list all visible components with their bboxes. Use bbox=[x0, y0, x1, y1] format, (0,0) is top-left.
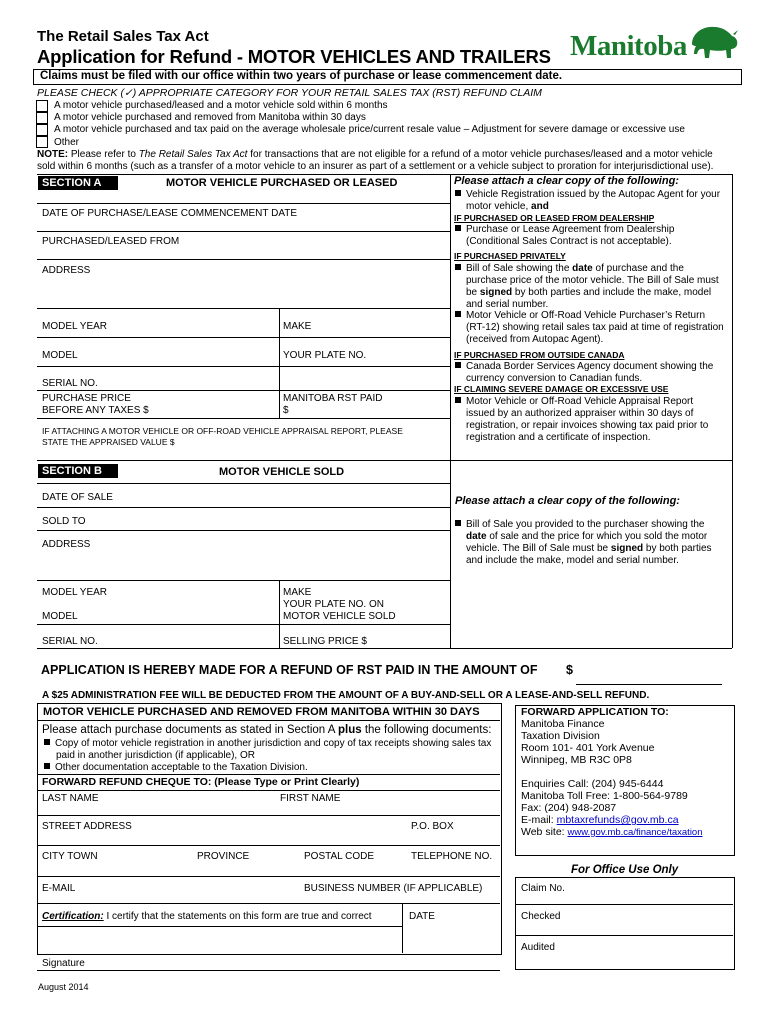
reg-bullet-line-2: motor vehicle, and bbox=[466, 201, 549, 212]
section-a-model-year-label: MODEL YEAR bbox=[42, 321, 108, 332]
section-b-make-label: MAKE bbox=[283, 587, 312, 598]
section-a-model-label: MODEL bbox=[42, 350, 78, 361]
note-pre: Please refer to bbox=[70, 149, 139, 160]
section-b-plate-label-1: YOUR PLATE NO. ON bbox=[283, 599, 384, 610]
forward-line-3: Room 101- 401 York Avenue bbox=[521, 742, 655, 754]
appraisal-line-1: IF ATTACHING A MOTOR VEHICLE OR OFF-ROAD VEHICLE APPRAISAL REPORT, PLEASE bbox=[42, 426, 403, 436]
bos-bullet: Bill of Sale showing the date of purchase and the bbox=[455, 263, 684, 275]
section-a-from-label: PURCHASED/LEASED FROM bbox=[42, 236, 180, 247]
section-b-title: MOTOR VEHICLE SOLD bbox=[219, 466, 345, 478]
category-option-2: A motor vehicle purchased and removed from Manitoba within 30 days bbox=[54, 112, 366, 123]
admin-fee-notice: A $25 ADMINISTRATION FEE WILL BE DEDUCTED FROM THE AMOUNT OF A BUY-AND-SELL OR A LEASE-AND-SELL REFUND. bbox=[42, 690, 650, 701]
section-b-bos-line-3: vehicle. The Bill of Sale must be signed by both parties bbox=[466, 543, 712, 554]
section-b-sold-to-label: SOLD TO bbox=[42, 516, 86, 527]
note-line-2: sold within 6 months (such as a transfer of a motor vehicle to an insurer as part of a settlement or a vehicle subject to proration for interjurisdictional use). bbox=[37, 161, 714, 172]
section-b-address-label: ADDRESS bbox=[42, 539, 91, 550]
audited-label: Audited bbox=[521, 942, 555, 953]
last-name-label: LAST NAME bbox=[42, 793, 99, 804]
appraisal-report-line-3: registration, or repair invoices showing tax paid prior to bbox=[466, 420, 709, 431]
section-a-date-label: DATE OF PURCHASE/LEASE COMMENCEMENT DATE bbox=[42, 208, 298, 219]
removed-bullet-2: Other documentation acceptable to the Taxation Division. bbox=[44, 762, 308, 774]
section-b-attach-title: Please attach a clear copy of the following: bbox=[455, 495, 680, 507]
forward-line-1: Manitoba Finance bbox=[521, 718, 605, 730]
appraisal-report-line-2: issued by an authorized appraiser within 30 days of bbox=[466, 408, 694, 419]
fax: Fax: (204) 948-2087 bbox=[521, 802, 617, 814]
claim-no-label: Claim No. bbox=[521, 883, 565, 894]
private-heading: IF PURCHASED PRIVATELY bbox=[454, 251, 566, 261]
cbsa-bullet: Canada Border Services Agency document showing the bbox=[455, 361, 713, 373]
category-checkbox-2[interactable] bbox=[36, 112, 48, 124]
dealer-bullet-line-2: (Conditional Sales Contract is not acceptable). bbox=[466, 236, 672, 247]
note-line-1 bbox=[37, 149, 713, 160]
section-a-address-label: ADDRESS bbox=[42, 265, 91, 276]
cheque-title: FORWARD REFUND CHEQUE TO: (Please Type or Print Clearly) bbox=[42, 776, 360, 788]
application-statement: APPLICATION IS HEREBY MADE FOR A REFUND OF RST PAID IN THE AMOUNT OF bbox=[41, 663, 538, 677]
dealer-heading: IF PURCHASED OR LEASED FROM DEALERSHIP bbox=[454, 213, 655, 223]
forward-title: FORWARD APPLICATION TO: bbox=[521, 706, 669, 718]
section-b-model-year-label: MODEL YEAR bbox=[42, 587, 108, 598]
section-b-bos-line-2: date of sale and the price for which you sold the motor bbox=[466, 531, 708, 542]
bos-line-3: be signed by both parties and include the make, model bbox=[466, 287, 712, 298]
cbsa-line-2: currency conversion to Canadian funds. bbox=[466, 373, 643, 384]
bison-icon bbox=[688, 22, 740, 62]
postal-code-label: POSTAL CODE bbox=[304, 851, 375, 862]
business-number-label: BUSINESS NUMBER (IF APPLICABLE) bbox=[304, 883, 483, 894]
section-b-date-label: DATE OF SALE bbox=[42, 492, 113, 503]
manitoba-logo bbox=[570, 22, 740, 68]
email-label: E-MAIL bbox=[42, 883, 76, 894]
category-instruction: PLEASE CHECK (✓) APPROPRIATE CATEGORY FOR YOUR RETAIL SALES TAX (RST) REFUND CLAIM bbox=[37, 87, 542, 99]
email-contact: E-mail: mbtaxrefunds@gov.mb.ca bbox=[521, 814, 679, 826]
section-b-price-label: SELLING PRICE $ bbox=[283, 636, 367, 647]
removed-title: MOTOR VEHICLE PURCHASED AND REMOVED FROM MANITOBA WITHIN 30 DAYS bbox=[43, 706, 480, 718]
category-option-3: A motor vehicle purchased and tax paid on the average wholesale price/current resale value – Adjustment for severe damage or excessive use bbox=[54, 124, 685, 135]
category-checkbox-4[interactable] bbox=[36, 136, 48, 148]
forward-line-4: Winnipeg, MB R3C 0P8 bbox=[521, 754, 632, 766]
rt-bullet: Motor Vehicle or Off-Road Vehicle Purchaser’s Return bbox=[455, 310, 705, 322]
email-link[interactable]: mbtaxrefunds@gov.mb.ca bbox=[556, 814, 679, 826]
damage-heading: IF CLAIMING SEVERE DAMAGE OR EXCESSIVE USE bbox=[454, 384, 669, 394]
po-box-label: P.O. BOX bbox=[411, 821, 454, 832]
city-label: CITY TOWN bbox=[42, 851, 98, 862]
section-b-tag: SECTION B bbox=[38, 464, 118, 478]
footer-date: August 2014 bbox=[38, 982, 89, 992]
section-a-price-label-2: BEFORE ANY TAXES $ bbox=[42, 405, 149, 416]
section-a-plate-label: YOUR PLATE NO. bbox=[283, 350, 367, 361]
certification: Certification: I certify that the statements on this form are true and correct bbox=[42, 911, 372, 922]
first-name-label: FIRST NAME bbox=[280, 793, 341, 804]
province-label: PROVINCE bbox=[197, 851, 250, 862]
category-checkbox-1[interactable] bbox=[36, 100, 48, 112]
category-option-4: Other bbox=[54, 137, 80, 148]
logo-text: Manitoba bbox=[570, 30, 687, 62]
removed-intro: Please attach purchase documents as stated in Section A plus the following documents: bbox=[42, 724, 492, 736]
section-b-plate-label-2: MOTOR VEHICLE SOLD bbox=[283, 611, 396, 622]
street-address-label: STREET ADDRESS bbox=[42, 821, 132, 832]
reg-bullet: Vehicle Registration issued by the Autopac Agent for your bbox=[455, 189, 720, 201]
date-label: DATE bbox=[409, 911, 435, 922]
office-use-title: For Office Use Only bbox=[571, 864, 679, 876]
section-b-model-label: MODEL bbox=[42, 611, 78, 622]
note-label: NOTE: bbox=[37, 149, 69, 160]
act-title: The Retail Sales Tax Act bbox=[37, 28, 209, 45]
section-a-tag: SECTION A bbox=[38, 176, 118, 190]
form-title: Application for Refund - MOTOR VEHICLES AND TRAILERS bbox=[37, 46, 551, 67]
category-option-1: A motor vehicle purchased/leased and a motor vehicle sold within 6 months bbox=[54, 100, 388, 111]
appraisal-bullet: Motor Vehicle or Off-Road Vehicle Appraisal Report bbox=[455, 396, 693, 408]
section-a-rst-label-2: $ bbox=[283, 405, 289, 416]
section-b-bos-line-4: and include the make, model and serial number. bbox=[466, 555, 679, 566]
website-link[interactable]: www.gov.mb.ca/finance/taxation bbox=[567, 827, 703, 838]
section-b-serial-label: SERIAL NO. bbox=[42, 636, 98, 647]
signature-line[interactable] bbox=[37, 970, 500, 971]
checked-label: Checked bbox=[521, 911, 561, 922]
section-a-price-label-1: PURCHASE PRICE bbox=[42, 393, 131, 404]
telephone-label: TELEPHONE NO. bbox=[411, 851, 493, 862]
removed-bullet-1: Copy of motor vehicle registration in another jurisdiction and copy of tax receipts showing sales tax bbox=[44, 738, 491, 750]
category-checkbox-3[interactable] bbox=[36, 124, 48, 136]
outside-heading: IF PURCHASED FROM OUTSIDE CANADA bbox=[454, 350, 625, 360]
section-a-make-label: MAKE bbox=[283, 321, 312, 332]
removed-bullet-1-line-2: paid in another jurisdiction (if applicable), OR bbox=[56, 750, 255, 761]
appraisal-report-line-4: registration and a certificate of inspection. bbox=[466, 432, 651, 443]
signature-label: Signature bbox=[42, 958, 85, 969]
note-post: for transactions that are not eligible for a refund of a motor vehicle purchases/leased and a motor vehicle bbox=[247, 149, 713, 160]
section-a-title: MOTOR VEHICLE PURCHASED OR LEASED bbox=[166, 177, 398, 189]
rt-line-3: (received from Autopac Agent). bbox=[466, 334, 604, 345]
forward-line-2: Taxation Division bbox=[521, 730, 600, 742]
section-a-attach-title: Please attach a clear copy of the following: bbox=[454, 175, 679, 187]
claims-banner: Claims must be filed with our office within two years of purchase or lease commencement date. bbox=[40, 70, 563, 82]
refund-amount-line[interactable] bbox=[576, 684, 722, 685]
section-b-bos-bullet: Bill of Sale you provided to the purchaser showing the bbox=[455, 519, 704, 531]
section-a-serial-label: SERIAL NO. bbox=[42, 378, 98, 389]
note-act: The Retail Sales Tax Act bbox=[138, 149, 248, 160]
toll-free: Manitoba Toll Free: 1-800-564-9789 bbox=[521, 790, 688, 802]
website-contact: Web site: www.gov.mb.ca/finance/taxation bbox=[521, 826, 703, 838]
dealer-bullet: Purchase or Lease Agreement from Dealership bbox=[455, 224, 674, 236]
section-a-rst-label-1: MANITOBA RST PAID bbox=[283, 393, 383, 404]
application-dollar: $ bbox=[566, 663, 573, 677]
bos-line-2: purchase price of the motor vehicle. The Bill of Sale must bbox=[466, 275, 719, 286]
enquiries: Enquiries Call: (204) 945-6444 bbox=[521, 778, 664, 790]
appraisal-line-2: STATE THE APPRAISED VALUE $ bbox=[42, 437, 175, 447]
bos-line-4: and serial number. bbox=[466, 299, 549, 310]
rt-line-2: (RT-12) showing retail sales tax paid at time of registration bbox=[466, 322, 724, 333]
